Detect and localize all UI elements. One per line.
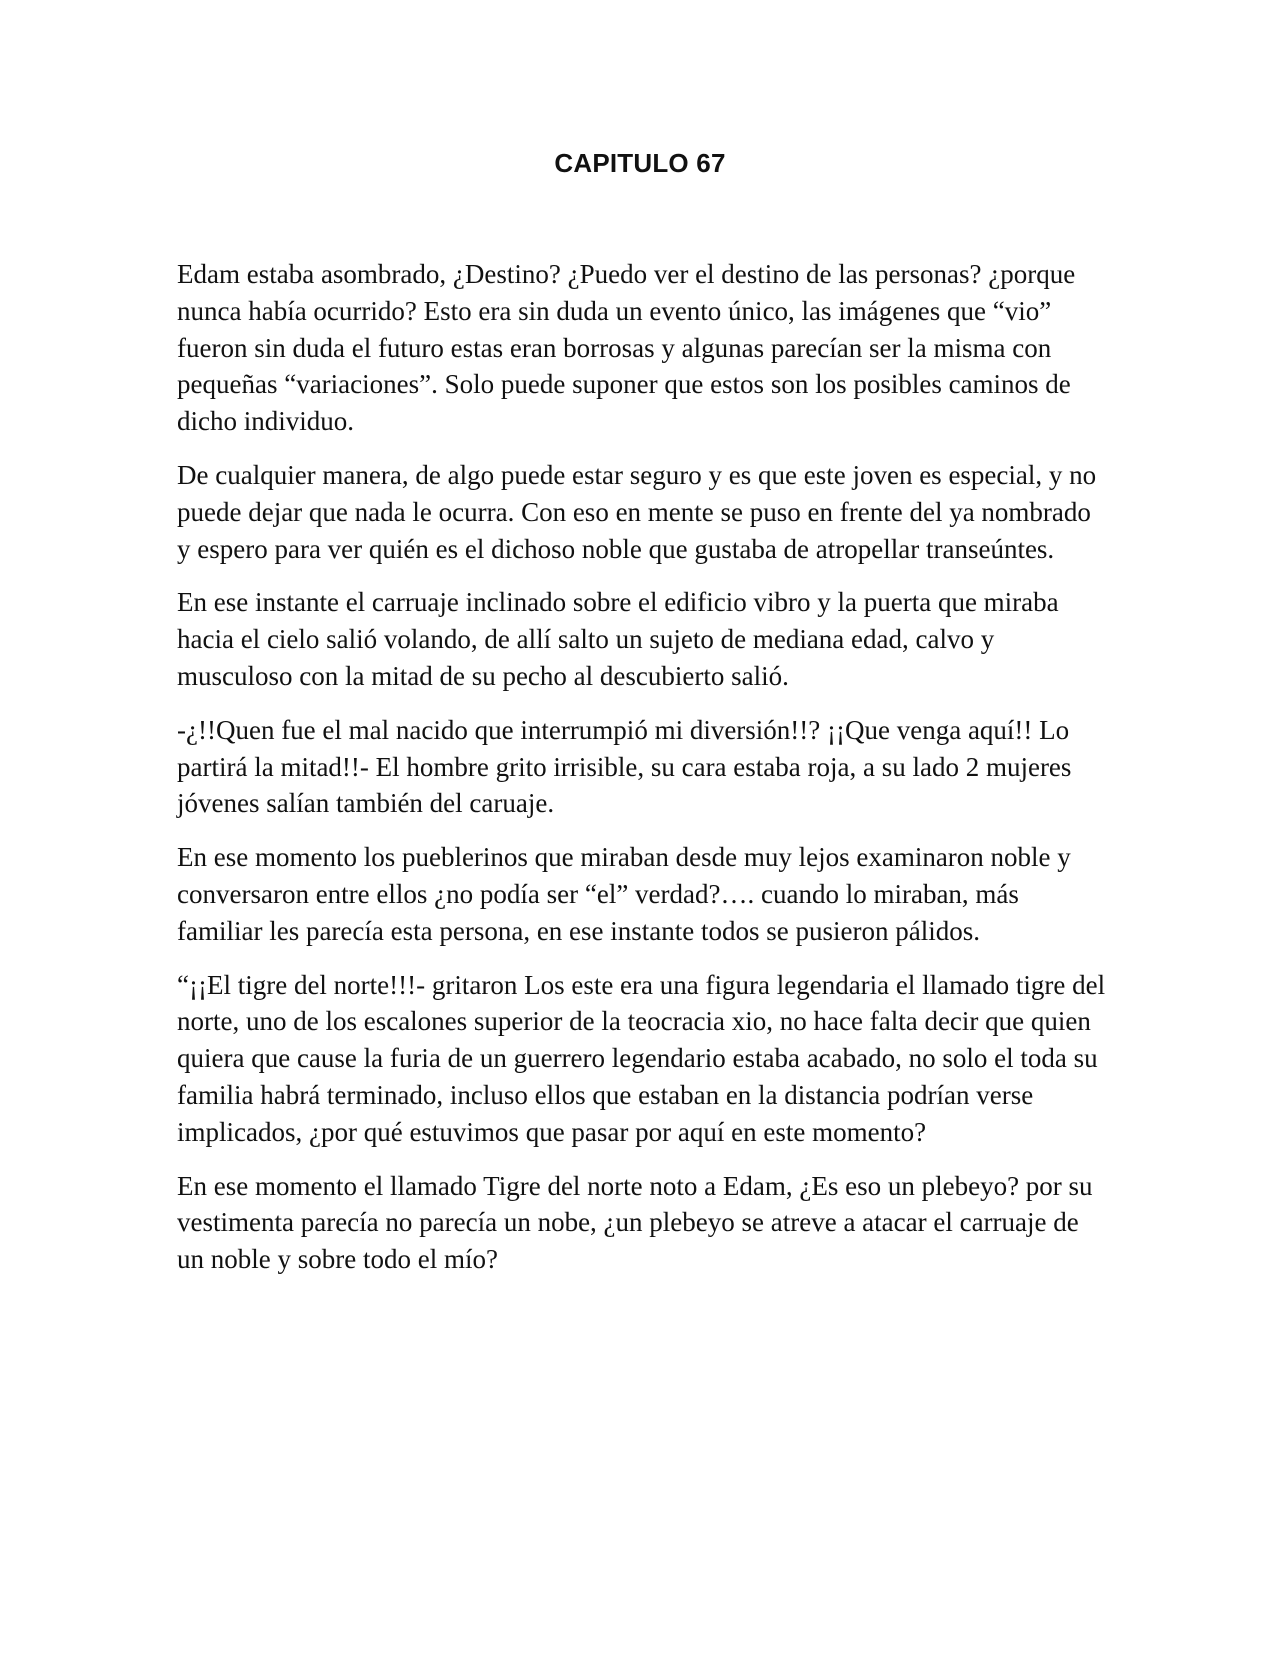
chapter-body xyxy=(177,256,1107,1295)
paragraph-6: “¡¡El tigre del norte!!!- gritaron Los este era una figura legendaria el llamado tigre del norte, uno de los escalones superior de la teocracia xio, no hace falta decir que quien quiera que cause la furia de un guerrero legendario estaba acabado, no solo el toda su familia habrá terminado, incluso ellos que estaban en la distancia podrían verse implicados, ¿por qué estuvimos que pasar por aquí en este momento? xyxy=(177,969,1106,1147)
paragraph-1: Edam estaba asombrado, ¿Destino? ¿Puedo ver el destino de las personas? ¿porque nunca había ocurrido? Esto era sin duda un evento único, las imágenes que “vio” fueron sin duda el futuro estas eran borrosas y algunas parecían ser la misma con pequeñas “variaciones”. Solo puede suponer que estos son los posibles caminos de dicho individuo. xyxy=(177,259,1076,437)
chapter-title: CAPITULO 67 xyxy=(554,148,726,178)
paragraph-2: De cualquier manera, de algo puede estar seguro y es que este joven es especial, y no puede dejar que nada le ocurra. Con eso en mente se puso en frente del ya nombrado y espero para ver quién es el dichoso noble que gustaba de atropellar transeúntes. xyxy=(177,459,1097,564)
paragraph-7: En ese momento el llamado Tigre del norte noto a Edam, ¿Es eso un plebeyo? por su vestimenta parecía no parecía un nobe, ¿un plebeyo se atreve a atacar el carruaje de un noble y sobre todo el mío? xyxy=(177,1170,1093,1275)
paragraph-4: -¿!!Quen fue el mal nacido que interrumpió mi diversión!!? ¡¡Que venga aquí!! Lo partirá la mitad!!- El hombre grito irrisible, su cara estaba roja, a su lado 2 mujeres jóvenes salían también del caruaje. xyxy=(177,714,1072,819)
paragraph-3: En ese instante el carruaje inclinado sobre el edificio vibro y la puerta que miraba hacia el cielo salió volando, de allí salto un sujeto de mediana edad, calvo y musculoso con la mitad de su pecho al descubierto salió. xyxy=(177,587,1059,691)
paragraph-5: En ese momento los pueblerinos que miraban desde muy lejos examinaron noble y conversaron entre ellos ¿no podía ser “el” verdad?…. cuando lo miraban, más familiar les parecía esta persona, en ese instante todos se pusieron pálidos. xyxy=(177,842,1071,946)
